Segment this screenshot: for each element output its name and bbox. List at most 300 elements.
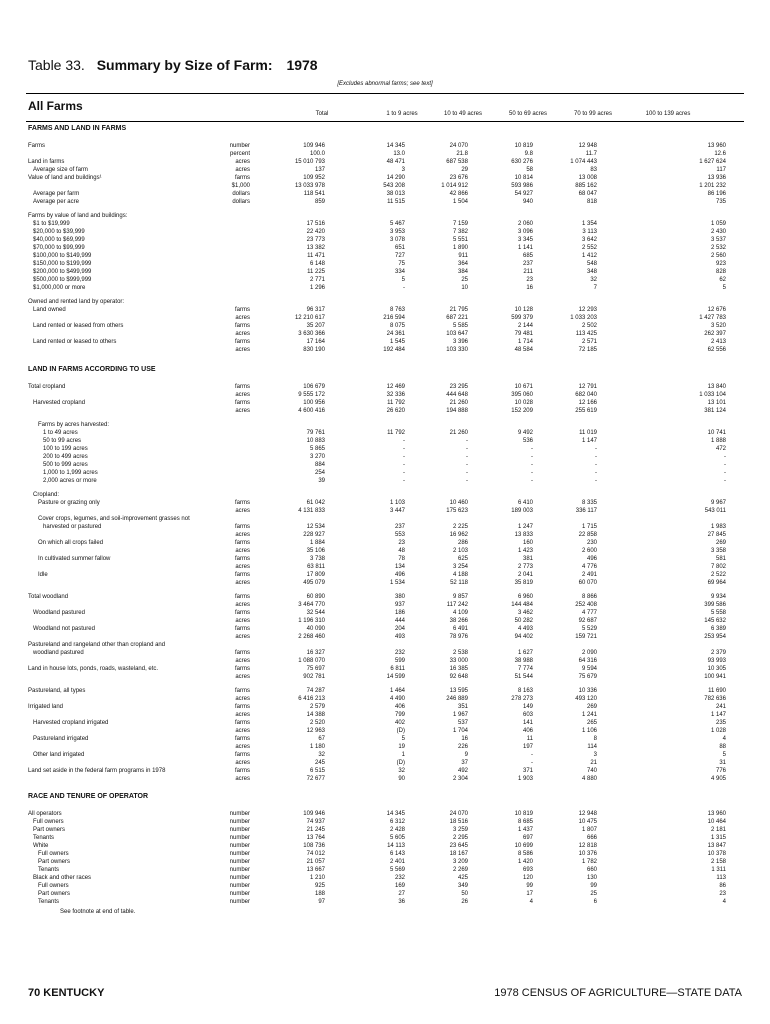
cell-4: 1 074 443 xyxy=(570,159,597,165)
cell-3: 237 xyxy=(522,261,533,267)
cell-4: 3 113 xyxy=(582,229,597,235)
row-label: 1 to 49 acres xyxy=(43,430,78,436)
cell-0: 79 761 xyxy=(306,430,325,436)
cell-2: 226 xyxy=(457,744,468,750)
cell-5: 7 802 xyxy=(710,564,726,570)
cell-1: 651 xyxy=(394,245,405,251)
cell-3: 2 773 xyxy=(517,564,533,570)
cell-0: 3 464 770 xyxy=(298,602,325,608)
cell-0: 1 196 310 xyxy=(298,618,325,624)
cell-2: 29 xyxy=(461,167,468,173)
table-row xyxy=(0,523,770,531)
row-unit: acres xyxy=(235,712,250,718)
cell-5: 5 xyxy=(722,285,726,291)
cell-5: 2 560 xyxy=(710,253,726,259)
cell-2: 4 188 xyxy=(452,572,468,578)
row-label: $200,000 to $499,999 xyxy=(33,269,92,275)
cell-0: 254 xyxy=(314,470,325,476)
row-unit: acres xyxy=(235,580,250,586)
cell-5: 2 181 xyxy=(710,827,726,833)
footer-page-state: 70 KENTUCKY xyxy=(28,987,105,999)
table-row xyxy=(0,775,770,783)
cell-3: 10 814 xyxy=(514,175,533,181)
row-unit: acres xyxy=(235,408,250,414)
row-unit: farms xyxy=(235,736,250,742)
cell-2: 7 159 xyxy=(452,221,468,227)
row-label: Harvested cropland irrigated xyxy=(33,720,109,726)
cell-4: 92 687 xyxy=(578,618,597,624)
cell-5: 88 xyxy=(719,744,726,750)
cell-1: 186 xyxy=(394,610,405,616)
cell-0: 859 xyxy=(314,199,325,205)
cell-3: 395 060 xyxy=(511,392,533,398)
cell-1: 216 594 xyxy=(383,315,405,321)
cell-5: 13 101 xyxy=(707,400,726,406)
cell-1: 14 345 xyxy=(386,811,405,817)
cell-4: 10 376 xyxy=(578,851,597,857)
cell-1: 4 490 xyxy=(389,696,405,702)
table-row xyxy=(0,898,770,906)
table-row xyxy=(0,547,770,555)
cell-5: 5 558 xyxy=(710,610,726,616)
cell-4: 2 502 xyxy=(581,323,597,329)
cell-1: 937 xyxy=(394,602,405,608)
cell-3: 8 586 xyxy=(517,851,533,857)
cell-1: 11 515 xyxy=(387,199,405,205)
table-row xyxy=(0,174,770,182)
table-row xyxy=(0,477,770,485)
cell-2: 13 595 xyxy=(449,688,468,694)
table-row xyxy=(0,625,770,633)
cell-2: 444 648 xyxy=(446,392,468,398)
row-unit: acres xyxy=(235,347,250,353)
cell-3: 536 xyxy=(522,438,533,444)
cell-4: 8 xyxy=(593,736,597,742)
row-unit: acres xyxy=(235,760,250,766)
row-unit: acres xyxy=(235,508,250,514)
row-label: Land in farms xyxy=(28,159,65,165)
table-row xyxy=(0,687,770,695)
cell-4: 13 008 xyxy=(578,175,597,181)
cell-1: 3 953 xyxy=(389,229,405,235)
table-row xyxy=(0,890,770,898)
cell-4: 1 412 xyxy=(581,253,597,259)
table-row xyxy=(0,767,770,775)
cell-5: 828 xyxy=(715,269,726,275)
table-row xyxy=(0,759,770,767)
cell-1: 6 811 xyxy=(390,666,405,672)
cell-0: 12 210 617 xyxy=(294,315,325,321)
cell-1: 14 113 xyxy=(387,843,405,849)
cell-3: 10 819 xyxy=(514,811,533,817)
cell-0: 10 883 xyxy=(306,438,325,444)
cell-4: 885 162 xyxy=(575,183,597,189)
table-row xyxy=(0,306,770,314)
row-label: $20,000 to $39,999 xyxy=(33,229,85,235)
row-unit: acres xyxy=(235,674,250,680)
cell-0: 60 890 xyxy=(306,594,325,600)
cell-4: - xyxy=(595,454,597,460)
table-row xyxy=(0,429,770,437)
cell-1: - xyxy=(403,285,405,291)
row-unit: number xyxy=(229,891,250,897)
cell-4: 6 xyxy=(593,899,597,905)
table-row xyxy=(0,842,770,850)
cell-4: - xyxy=(595,470,597,476)
row-unit: farms xyxy=(235,175,250,181)
cell-3: 16 xyxy=(526,285,533,291)
cell-3: 6 960 xyxy=(517,594,533,600)
cell-2: 16 385 xyxy=(449,666,468,672)
cell-2: 2 538 xyxy=(452,650,468,656)
cell-5: 1 311 xyxy=(711,867,726,873)
cell-4: 8 335 xyxy=(581,500,597,506)
row-unit: acres xyxy=(235,315,250,321)
cell-2: 1 504 xyxy=(452,199,468,205)
row-label: Farms xyxy=(28,143,45,149)
row-label: 2,000 acres or more xyxy=(43,478,97,484)
cell-3: 2 041 xyxy=(517,572,533,578)
cell-3: 149 xyxy=(522,704,533,710)
cell-0: 39 xyxy=(318,478,325,484)
cell-1: - xyxy=(403,462,405,468)
cell-1: 1 545 xyxy=(389,339,405,345)
cell-0: 1 210 xyxy=(309,875,325,881)
column-header-0: Total xyxy=(315,111,329,117)
cell-3: - xyxy=(531,752,533,758)
cell-2: 25 xyxy=(461,277,468,283)
row-unit: farms xyxy=(235,400,250,406)
row-label: In cultivated summer fallow xyxy=(38,556,111,562)
cell-5: 10 378 xyxy=(707,851,726,857)
cell-4: 10 336 xyxy=(578,688,597,694)
table-row xyxy=(0,142,770,150)
cell-3: - xyxy=(531,454,533,460)
footer-publication: 1978 CENSUS OF AGRICULTURE—STATE DATA xyxy=(494,987,742,999)
cell-0: 35 106 xyxy=(306,548,325,554)
table-row xyxy=(0,539,770,547)
cell-1: 27 xyxy=(398,891,405,897)
row-label: Land in house lots, ponds, roads, wasteland, etc. xyxy=(28,666,159,672)
cell-0: 17 516 xyxy=(306,221,325,227)
table-row xyxy=(0,158,770,166)
row-label: $1,000,000 or more xyxy=(33,285,86,291)
table-row xyxy=(0,531,770,539)
row-label: harvested or pastured xyxy=(43,524,102,530)
table-row xyxy=(0,212,770,220)
cell-3: 278 273 xyxy=(511,696,533,702)
cell-5: 262 397 xyxy=(704,331,726,337)
cell-5: 581 xyxy=(715,556,726,562)
row-unit: farms xyxy=(235,704,250,710)
table-row xyxy=(0,322,770,330)
cell-5: 100 941 xyxy=(704,674,726,680)
cell-4: 113 425 xyxy=(575,331,597,337)
table-row xyxy=(0,641,770,649)
row-unit: dollars xyxy=(232,199,250,205)
row-label: Average size of farm xyxy=(33,167,88,173)
cell-0: 884 xyxy=(314,462,325,468)
cell-2: 21 260 xyxy=(449,400,468,406)
row-label: $100,000 to $149,999 xyxy=(33,253,92,259)
cell-0: 109 946 xyxy=(303,811,325,817)
cell-3: 120 xyxy=(522,875,533,881)
cell-4: 130 xyxy=(586,875,597,881)
column-header-3: 50 to 69 acres xyxy=(508,111,548,117)
cell-2: 33 000 xyxy=(449,658,468,664)
cell-3: 685 xyxy=(522,253,533,259)
cell-3: 58 xyxy=(526,167,533,173)
cell-2: - xyxy=(466,438,468,444)
cell-5: 13 936 xyxy=(707,175,726,181)
cell-5: - xyxy=(724,470,726,476)
cell-5: 241 xyxy=(715,704,726,710)
table-row xyxy=(0,695,770,703)
cell-5: 13 840 xyxy=(707,384,726,390)
cell-3: 9.8 xyxy=(524,151,533,157)
cell-4: 493 120 xyxy=(575,696,597,702)
cell-0: 21 057 xyxy=(306,859,325,865)
cell-2: 9 xyxy=(464,752,468,758)
cell-2: 2 103 xyxy=(452,548,468,554)
cell-2: 384 xyxy=(457,269,468,275)
cell-5: 4 905 xyxy=(710,776,726,782)
table-row xyxy=(0,491,770,499)
table-row xyxy=(0,665,770,673)
column-header-5: 100 to 139 acres xyxy=(645,111,691,117)
table-row xyxy=(0,866,770,874)
cell-3: - xyxy=(531,446,533,452)
table-row xyxy=(0,252,770,260)
row-label: Pastureland, all types xyxy=(28,688,86,694)
row-unit: acres xyxy=(235,696,250,702)
cell-0: 106 679 xyxy=(303,384,325,390)
cell-3: 940 xyxy=(522,199,533,205)
row-label: 100 to 199 acres xyxy=(43,446,88,452)
table-row xyxy=(0,421,770,429)
table-row xyxy=(0,284,770,292)
cell-1: 36 xyxy=(398,899,405,905)
row-unit: acres xyxy=(235,532,250,538)
cell-2: 3 254 xyxy=(452,564,468,570)
cell-5: 62 556 xyxy=(707,347,726,353)
cell-1: 406 xyxy=(394,704,405,710)
row-label: 500 to 999 acres xyxy=(43,462,88,468)
row-label: White xyxy=(33,843,49,849)
cell-1: 5 605 xyxy=(389,835,405,841)
cell-0: 188 xyxy=(314,891,325,897)
row-label: 200 to 499 acres xyxy=(43,454,88,460)
table-row xyxy=(0,399,770,407)
cell-4: 68 047 xyxy=(578,191,597,197)
cell-2: 625 xyxy=(457,556,468,562)
cell-4: 3 642 xyxy=(581,237,597,243)
table-row xyxy=(0,834,770,842)
cell-1: 12 469 xyxy=(386,384,405,390)
cell-0: 40 090 xyxy=(306,626,325,632)
cell-4: 25 xyxy=(590,891,597,897)
cell-4: 548 xyxy=(586,261,597,267)
cell-2: 364 xyxy=(457,261,468,267)
row-unit: acres xyxy=(235,602,250,608)
row-label: Part owners xyxy=(38,859,71,865)
cell-4: 8 866 xyxy=(581,594,597,600)
cell-1: 8 763 xyxy=(389,307,405,313)
cell-3: 197 xyxy=(522,744,533,750)
section-title: FARMS AND LAND IN FARMS xyxy=(28,125,127,132)
table-row xyxy=(0,633,770,641)
cell-4: 22 858 xyxy=(578,532,597,538)
cell-5: 2 379 xyxy=(710,650,726,656)
cell-4: 60 070 xyxy=(578,580,597,586)
row-unit: percent xyxy=(229,151,250,157)
table-row xyxy=(0,437,770,445)
cell-1: - xyxy=(403,454,405,460)
cell-2: 2 225 xyxy=(452,524,468,530)
cell-2: 194 888 xyxy=(446,408,468,414)
cell-3: 3 462 xyxy=(517,610,533,616)
cell-2: 23 645 xyxy=(449,843,468,849)
cell-3: 1 714 xyxy=(517,339,533,345)
table-row xyxy=(0,826,770,834)
cell-0: 67 xyxy=(318,736,325,742)
cell-2: 16 xyxy=(461,736,468,742)
cell-4: 64 316 xyxy=(578,658,597,664)
cell-0: 74 287 xyxy=(306,688,325,694)
cell-1: 5 569 xyxy=(389,867,405,873)
cell-5: 12 676 xyxy=(707,307,726,313)
cell-0: 2 579 xyxy=(309,704,325,710)
cell-3: 152 209 xyxy=(511,408,533,414)
cell-1: - xyxy=(403,470,405,476)
cell-2: 3 396 xyxy=(452,339,468,345)
row-unit: farms xyxy=(235,339,250,345)
cell-0: 108 736 xyxy=(303,843,325,849)
cell-1: 38 013 xyxy=(386,191,405,197)
cell-0: 925 xyxy=(314,883,325,889)
cell-3: 144 484 xyxy=(511,602,533,608)
table-row xyxy=(0,874,770,882)
row-label: Average per acre xyxy=(33,199,79,205)
table-name: Summary by Size of Farm: xyxy=(96,57,273,73)
cell-5: 472 xyxy=(715,446,726,452)
cell-5: 253 954 xyxy=(704,634,726,640)
cell-1: 11 792 xyxy=(387,400,405,406)
cell-4: 1 106 xyxy=(581,728,597,734)
table-row xyxy=(0,298,770,306)
table-row xyxy=(0,882,770,890)
cell-5: 1 201 232 xyxy=(699,183,726,189)
cell-3: 630 276 xyxy=(511,159,533,165)
row-label: Tenants xyxy=(33,835,55,841)
table-row xyxy=(0,260,770,268)
cell-4: 114 xyxy=(587,744,597,750)
cell-1: 11 792 xyxy=(387,430,405,436)
cell-2: 10 xyxy=(461,285,468,291)
cell-3: 10 819 xyxy=(514,143,533,149)
cell-5: 10 464 xyxy=(707,819,726,825)
cell-5: 1 983 xyxy=(710,524,726,530)
cell-3: 2 060 xyxy=(517,221,533,227)
cell-1: 24 361 xyxy=(386,331,405,337)
column-header-1: 1 to 9 acres xyxy=(386,111,418,117)
cell-5: 1 033 104 xyxy=(699,392,726,398)
cell-4: 21 xyxy=(590,760,597,766)
cell-0: 13 033 978 xyxy=(294,183,325,189)
cell-4: 2 600 xyxy=(581,548,597,554)
cell-4: 12 293 xyxy=(578,307,597,313)
footnote: See footnote at end of table. xyxy=(60,909,136,915)
cell-2: - xyxy=(466,478,468,484)
cell-2: 10 460 xyxy=(449,500,468,506)
table-row xyxy=(0,727,770,735)
cell-4: 99 xyxy=(590,883,597,889)
cell-2: 175 623 xyxy=(446,508,468,514)
cell-1: 493 xyxy=(394,634,405,640)
cell-1: 2 428 xyxy=(389,827,405,833)
cell-4: 1 147 xyxy=(581,438,597,444)
cell-3: 10 699 xyxy=(514,843,533,849)
cell-5: 381 124 xyxy=(704,408,726,414)
cell-2: 50 xyxy=(461,891,468,897)
cell-4: 660 xyxy=(586,867,597,873)
cell-0: 1 884 xyxy=(309,540,325,546)
cell-2: 117 242 xyxy=(446,602,468,608)
cell-1: 48 471 xyxy=(386,159,405,165)
cell-5: 10 305 xyxy=(707,666,726,672)
row-label: Pasture or grazing only xyxy=(38,500,100,506)
cell-3: 1 247 xyxy=(517,524,533,530)
cell-2: 78 976 xyxy=(449,634,468,640)
row-unit: dollars xyxy=(232,191,250,197)
cell-1: 2 401 xyxy=(389,859,405,865)
row-label: Harvested cropland xyxy=(33,400,86,406)
cell-3: 1 627 xyxy=(517,650,533,656)
table-row xyxy=(0,499,770,507)
header-top-rule xyxy=(26,93,744,94)
cell-5: 145 632 xyxy=(704,618,726,624)
row-label: Land rented or leased to others xyxy=(33,339,117,345)
cell-4: 1 033 203 xyxy=(570,315,597,321)
cell-3: 1 437 xyxy=(517,827,533,833)
cell-3: 48 584 xyxy=(514,347,533,353)
table-row xyxy=(0,383,770,391)
table-row xyxy=(0,166,770,174)
cell-1: 19 xyxy=(398,744,405,750)
column-header-4: 70 to 99 acres xyxy=(573,111,613,117)
cell-0: 22 420 xyxy=(306,229,325,235)
cell-3: 4 493 xyxy=(517,626,533,632)
table-row xyxy=(0,858,770,866)
row-label: Full owners xyxy=(38,883,69,889)
cell-5: 1 147 xyxy=(710,712,726,718)
row-unit: number xyxy=(229,835,250,841)
row-label: Land set aside in the federal farm programs in 1978 xyxy=(28,768,166,774)
cell-4: 12 818 xyxy=(578,843,597,849)
cell-5: 735 xyxy=(715,199,726,205)
cell-1: - xyxy=(403,438,405,444)
cell-1: 192 484 xyxy=(383,347,405,353)
cell-0: 13 764 xyxy=(306,835,325,841)
cell-2: 351 xyxy=(457,704,468,710)
row-unit: farms xyxy=(235,666,250,672)
table-row xyxy=(0,150,770,158)
cell-3: 10 028 xyxy=(514,400,533,406)
table-row xyxy=(0,461,770,469)
cell-2: 3 209 xyxy=(452,859,468,865)
cell-4: 72 185 xyxy=(578,347,597,353)
row-unit: acres xyxy=(235,564,250,570)
